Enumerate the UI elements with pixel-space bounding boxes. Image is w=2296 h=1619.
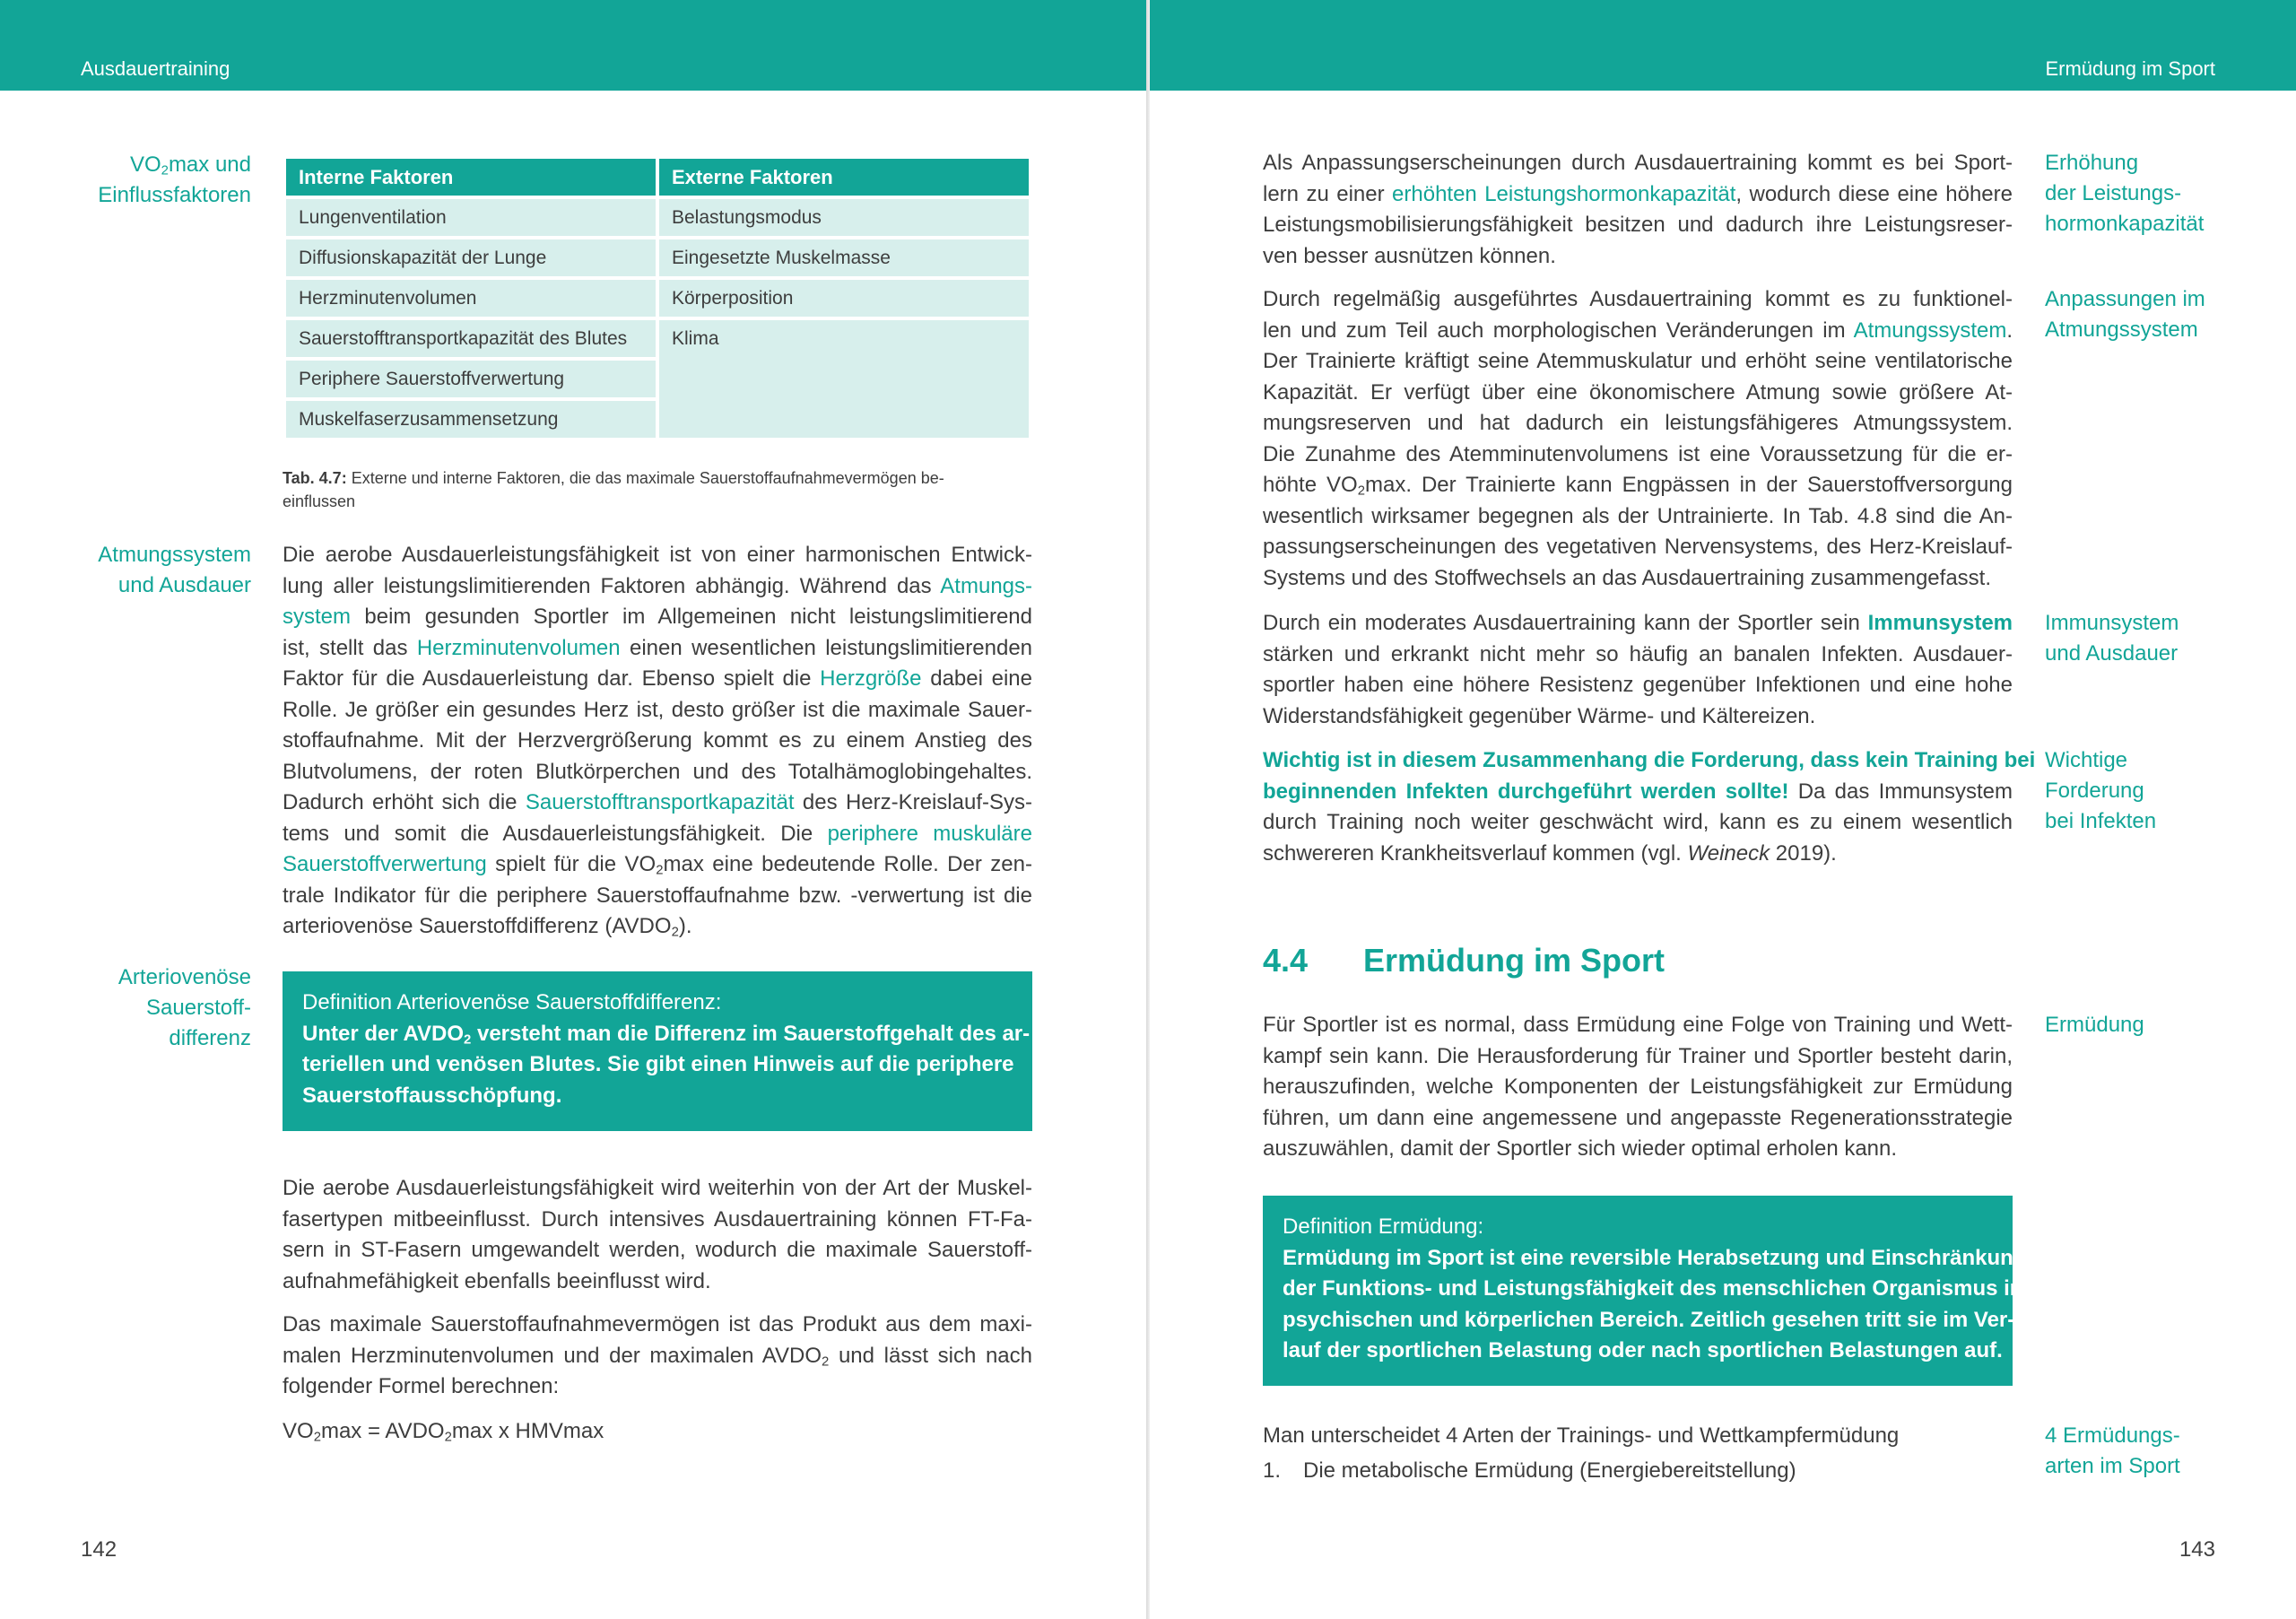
paragraph-leistungshormon: Als Anpassungserscheinungen durch Ausdauertraining kommt es bei Sport- lern zu einer erhöhten Leistungshormonkapazität, wodurch diese eine höhere Leistungsmobilisierungsfähigkeit besitzen und dadurch ihre Leistungsreser- ven besser ausnützen können. [1263, 151, 2013, 268]
section-title: Ermüdung im Sport [1363, 942, 1665, 979]
running-head: Ermüdung im Sport [2045, 57, 2215, 80]
margin-note-atmungssystem: Atmungssystem und Ausdauer [98, 543, 251, 597]
table-row [286, 320, 1029, 357]
section-heading [1263, 942, 1665, 979]
margin-note-vo2max: $VO_2\max$ und Einflussfaktoren [98, 152, 251, 207]
formula-vo2max: $VO_2\max$ = $AVDO_2\max$ x HMVmax [283, 1419, 604, 1445]
margin-note-ermuedungsarten: 4 Ermüdungs- arten im Sport [2045, 1423, 2180, 1478]
table-cell: Körperposition [659, 280, 1029, 317]
margin-note-erhoehung: Erhöhung der Leistungs- hormonkapazität [2045, 151, 2205, 236]
table-row [286, 199, 1029, 236]
table-cell: Klima [659, 320, 1029, 438]
table-cell: Herzminutenvolumen [286, 280, 656, 317]
table-cell: Belastungsmodus [659, 199, 1029, 236]
page-number: 142 [81, 1537, 117, 1562]
page-number: 143 [2179, 1537, 2215, 1562]
table-cell: Periphere Sauerstoffverwertung [286, 361, 656, 397]
table-cell: Diffusionskapazität der Lunge [286, 239, 656, 276]
table-row [286, 239, 1029, 276]
table-caption: Tab. 4.7: Externe und interne Faktoren, die das maximale Sauerstoffaufnahmevermögen be- einflussen [283, 469, 944, 510]
table-cell: Lungenventilation [286, 199, 656, 236]
margin-note-wichtige-forderung: Wichtige Forderung bei Infekten [2045, 748, 2157, 833]
definition-box-ermuedung: Definition Ermüdung: Ermüdung im Sport ist eine reversible Herabsetzung und Einschränkung der Funktions- und Leistungsfähigkeit des menschlichen Organismus im psychischen und körperlichen Bereich. Zeitlich gesehen tritt sie im Ver- lauf der sportlichen Belastung oder nach sportlichen Belastungen auf. [1263, 1196, 2013, 1386]
table-header: Interne Faktoren [286, 159, 656, 196]
list-item: 1. Die metabolische Ermüdung (Energiebereitstellung) [1263, 1458, 1796, 1483]
paragraph-aerobe-ausdauer: Die aerobe Ausdauerleistungsfähigkeit ist von einer harmonischen Entwick- lung aller leistungslimitierenden Faktoren abhängig. Während das Atmungs- system beim gesunden Sportler im Allgemeinen nicht leistungslimitierend ist, stellt das Herzminutenvolumen einen wesentlichen leistungslimitierenden Faktor für die Ausdauerleistung dar. Ebenso spielt die Herzgröße dabei eine Rolle. Je größer ein gesundes Herz ist, desto größer ist die maximale Sauer- stoffaufnahme. Mit der Herzvergrößerung kommt es zu einem Anstieg des Blutvolumens, der roten Blutkörperchen und des Totalhämoglobingehaltes. Dadurch erhöht sich die Sauerstofftransportkapazität des Herz-Kreislauf-Sys- tems und somit die Ausdauerleistungsfähigkeit. Die periphere muskuläre Sauerstoffverwertung spielt für die $VO_2\max$ eine bedeutende Rolle. Der zen- trale Indikator für die periphere Sauerstoffaufnahme bzw. -verwertung ist die arteriovenöse Sauerstoffdifferenz $(AVDO_2)$. [283, 543, 1033, 940]
paragraph-immunsystem: Durch ein moderates Ausdauertraining kann der Sportler sein Immunsystem stärken und erkrankt nicht mehr so häufig an banalen Infekten. Ausdauer- sportler haben eine höhere Resistenz gegenüber Infektionen und eine hohe Widerstandsfähigkeit gegenüber Wärme- und Kältereizen. [1263, 611, 2013, 728]
intro-line: Man unterscheidet 4 Arten der Trainings- und Wettkampfermüdung [1263, 1423, 1900, 1448]
margin-note-immunsystem: Immunsystem und Ausdauer [2045, 611, 2179, 666]
factors-table [283, 155, 1032, 441]
table-cell: Muskelfaserzusammensetzung [286, 401, 656, 438]
paragraph-ermuedung: Für Sportler ist es normal, dass Ermüdung eine Folge von Training und Wett- kampf sein kann. Die Herausforderung für Trainer und Sportler besteht darin, herauszufinden, welche Komponenten der Leistungsfähigkeit zur Ermüdung führen, um dann eine angemessene und angepasste Regenerationsstrategie auszuwählen, damit der Sportler sich wieder optimal erholen kann. [1263, 1013, 2013, 1161]
table-row [286, 280, 1029, 317]
table-cell: Sauerstofftransportkapazität des Blutes [286, 320, 656, 357]
paragraph-sauerstoffaufnahme: Das maximale Sauerstoffaufnahmevermögen ist das Produkt aus dem maxi- malen Herzminutenvolumen und der maximalen $AVDO_2$ und lässt sich nach folgender Formel berechnen: [283, 1312, 1032, 1398]
section-number: 4.4 [1263, 942, 1309, 979]
table-header: Externe Faktoren [659, 159, 1029, 196]
definition-box-avdo: Definition Arteriovenöse Sauerstoffdifferenz: Unter der $AVDO_2$ versteht man die Differenz im Sauerstoffgehalt des ar- teriellen und venösen Blutes. Sie gibt einen Hinweis auf die periphere Sauerstoffausschöpfung. [283, 971, 1032, 1131]
running-head: Ausdauertraining [81, 57, 230, 80]
paragraph-forderung: Wichtig ist in diesem Zusammenhang die Forderung, dass kein Training bei beginnenden Infekten durchgeführt werden sollte! Da das Immunsystem durch Training noch weiter geschwächt wird, kann es zu einem wesentlich schwereren Krankheitsverlauf kommen (vgl. Weineck 2019). [1263, 748, 2036, 866]
paragraph-muskelfasertypen: Die aerobe Ausdauerleistungsfähigkeit wird weiterhin von der Art der Muskel- fasertypen mitbeeinflusst. Durch intensives Ausdauertraining können FT-Fa- sern in ST-Fasern umgewandelt werden, wodurch die maximale Sauerstoff- aufnahmefähigkeit ebenfalls beeinflusst wird. [283, 1176, 1032, 1293]
margin-note-avdo: Arteriovenöse Sauerstoff- differenz [117, 965, 251, 1050]
left-page [0, 0, 1146, 1619]
right-page [1150, 0, 2296, 1619]
table-cell: Eingesetzte Muskelmasse [659, 239, 1029, 276]
margin-note-ermuedung: Ermüdung [2045, 1013, 2144, 1037]
paragraph-atmungssystem: Durch regelmäßig ausgeführtes Ausdauertraining kommt es zu funktionel- len und zum Teil auch morphologischen Veränderungen im Atmungssystem. Der Trainierte kräftigt seine Atemmuskulatur und erhöht seine ventilatorische Kapazität. Er verfügt über eine ökonomischere Atmung sowie größere At- mungsreserven und hat dadurch ein leistungsfähigeres Atmungssystem. Die Zunahme des Atemminutenvolumens ist eine Voraussetzung für die er- höhte $VO_2\max$. Der Trainierte kann Engpässen in der Sauerstoffversorgung wesentlich wirksamer begegnen als der Untrainierte. In Tab. 4.8 sind die An- passungserscheinungen des vegetativen Nervensystems, des Herz-Kreislauf- Systems und des Stoffwechsels an das Ausdauertraining zusammengefasst. [1263, 287, 2013, 590]
margin-note-anpassungen: Anpassungen im Atmungssystem [2045, 287, 2205, 342]
